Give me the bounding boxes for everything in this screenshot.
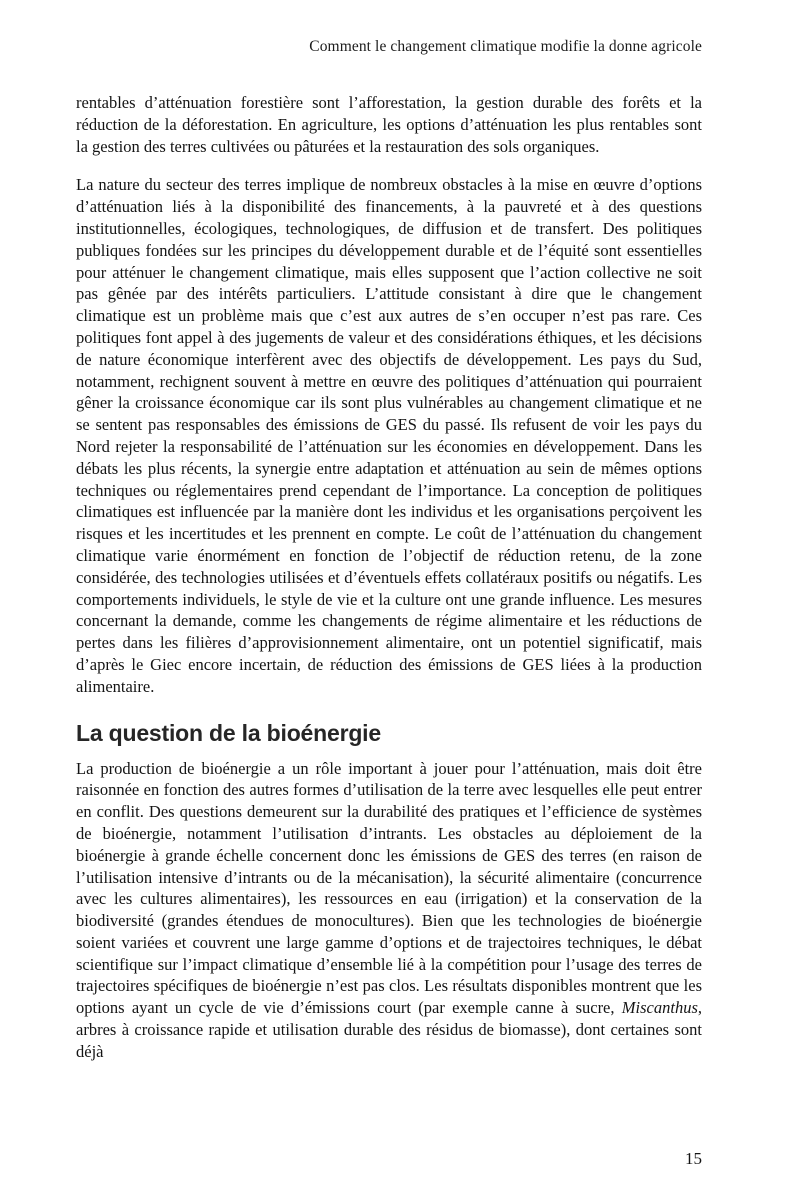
paragraph-3-text-start: La production de bioénergie a un rôle important à jouer pour l’atténuation, mais doit être raisonnée en fonction des autres formes d’utilisation de la terre avec lesquelles elle peut entrer en conflit. Des questions demeurent sur la durabilité des pratiques et l’efficience de systèmes de bioénergie, notamment l’utilisation d’intrants. Les obstacles au déploiement de la bioénergie à grande échelle concernent donc les émissions de GES des terres (en raison de l’utilisation intensive d’intrants ou de la mécanisation), la sécurité alimentaire (concurrence avec les cultures alimentaires), les ressources en eau (irrigation) et la conservation de la biodiversité (grandes étendues de monocultures). Bien que les technologies de bioénergie soient variées et couvrent une large gamme d’options et de trajectoires techniques, le débat scientifique sur l’impact climatique d’ensemble lié à la compétition pour l’usage des terres de trajectoires spécifiques de bioénergie n’est pas clos. Les résultats disponibles montrent que les options ayant un cycle de vie d’émissions court (par exemple canne à sucre, <box>76 758 702 1018</box>
section-heading-bioenergie: La question de la bioénergie <box>76 719 381 746</box>
paragraph-3-text-end: , arbres à croissance rapide et utilisation durable des résidus de biomasse), dont certaines sont déjà <box>76 998 702 1061</box>
running-header: Comment le changement climatique modifie la donne agricole <box>309 38 702 55</box>
page-number: 15 <box>685 1149 702 1168</box>
paragraph-3-italic-term: Miscanthus <box>621 998 698 1018</box>
paragraph-attenuation-forestiere: rentables d’atténuation forestière sont l’afforestation, la gestion durable des forêts et la réduction de la déforestation. En agriculture, les options d’atténuation les plus rentables sont la gestion des terres cultivées ou pâturées et la restauration des sols organiques. <box>76 93 702 156</box>
body-text <box>76 92 702 1063</box>
paragraph-secteur-des-terres: La nature du secteur des terres implique de nombreux obstacles à la mise en œuvre d’options d’atténuation liés à la disponibilité des financements, à la pauvreté et à des questions institutionnelles, écologiques, technologiques, de diffusion et de transfert. Des politiques publiques fondées sur les principes du développement durable et de l’équité sont essentielles pour atténuer le changement climatique, mais elles supposent que l’action collective ne soit pas gênée par des intérêts particuliers. L’attitude consistant à dire que le changement climatique est un problème mais que c’est aux autres de s’en occuper n’est pas rare. Ces politiques font appel à des jugements de valeur et des considérations éthiques, et les décisions de nature économique interfèrent avec des objectifs de développement. Les pays du Sud, notamment, rechignent souvent à mettre en œuvre des politiques d’atténuation qui pourraient gêner la croissance économique car ils sont plus vulnérables au changement climatique et ne se sentent pas responsables des émissions de GES du passé. Ils refusent de voir les pays du Nord rejeter la responsabilité de l’atténuation sur les économies en développement. Dans les débats les plus récents, la synergie entre adaptation et atténuation au sein de mêmes options techniques ou réglementaires prend cependant de l’importance. La conception de politiques climatiques est influencée par la manière dont les individus et les organisations perçoivent les risques et les incertitudes et les prennent en compte. Le coût de l’atténuation du changement climatique varie énormément en fonction de l’objectif de réduction retenu, de la zone considérée, des technologies utilisées et d’éventuels effets collatéraux positifs ou négatifs. Les comportements individuels, le style de vie et la culture ont une grande influence. Les mesures concernant la demande, comme les changements de régime alimentaire et les réductions de pertes dans les filières d’approvisionnement alimentaire, ont un potentiel significatif, mais d’après le Giec encore incertain, de réduction des émissions de GES liées à la production alimentaire. <box>76 175 702 696</box>
paragraph-production-bioenergie <box>76 758 702 1063</box>
